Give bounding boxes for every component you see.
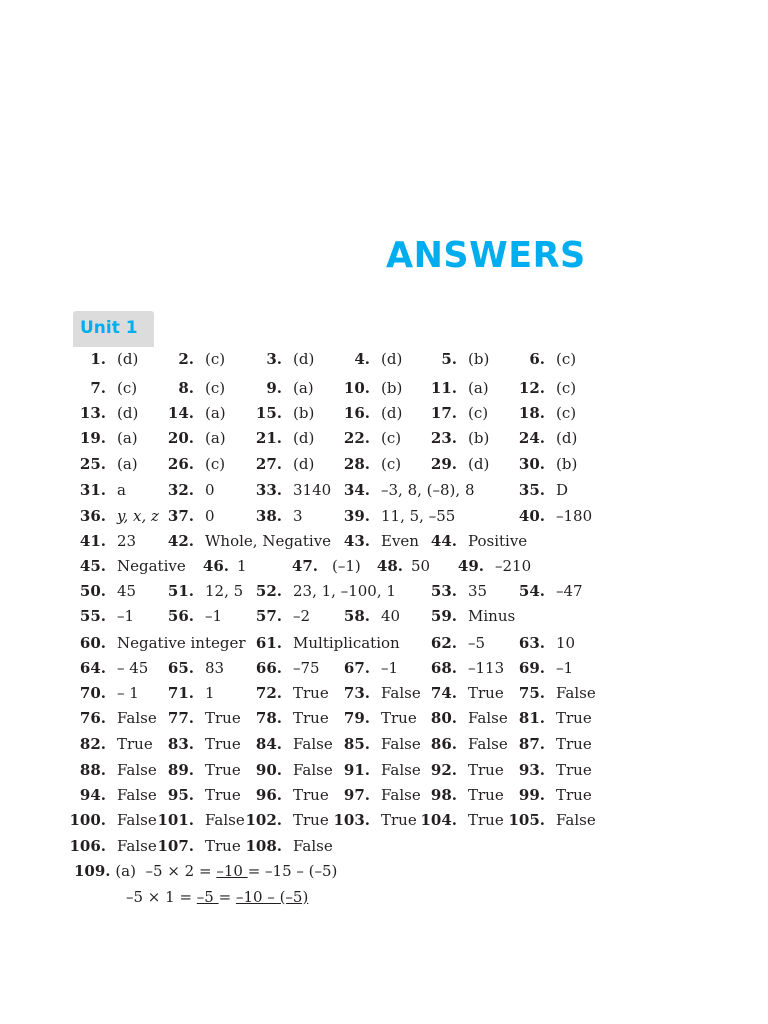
answer-value: –210 [495,557,532,575]
answer-value: (c) [556,350,577,368]
answer-number: 67. [343,659,370,677]
answer-value: True [293,684,329,702]
answer-number: 44. [430,532,457,550]
answer-number: 48. [376,557,403,575]
answer-number: 79. [343,709,370,727]
answer-value: False [117,811,157,829]
answer-number: 57. [255,607,282,625]
answer-value: (d) [117,404,139,422]
answer-value: – 1 [117,684,139,702]
answer-number: 80. [430,709,457,727]
answer-number: 34. [343,481,370,499]
answer-number: 104. [420,811,457,829]
answer-value: –180 [556,507,593,525]
answer-number: 91. [343,761,370,779]
answer-number: 54. [518,582,545,600]
answer-value: 83 [205,659,225,677]
answer-number: 49. [457,557,484,575]
answer-value: y, x, z [117,507,159,525]
answer-value: False [293,837,333,855]
answer-number: 22. [343,429,370,447]
answer-number: 6. [529,350,545,368]
answer-number: 32. [167,481,194,499]
answer-value: False [381,786,421,804]
answer-number: 25. [79,455,106,473]
answer-value: (a) [468,379,489,397]
answer-value: –5 [468,634,486,652]
answer-109-line-1 [74,861,337,881]
answer-number: 105. [508,811,545,829]
answer-number: 20. [167,429,194,447]
answer-value: True [381,709,417,727]
answer-number: 7. [90,379,106,397]
answer-109-line-2 [126,887,308,907]
answer-value: True [556,761,592,779]
answer-number: 47. [291,557,318,575]
answer-value: 23, 1, –100, 1 [293,582,396,600]
answer-number: 45. [79,557,106,575]
answer-value: False [468,709,508,727]
answer-number: 108. [245,837,282,855]
answer-number: 86. [430,735,457,753]
answer-value: 1 [205,684,215,702]
answer-number: 23. [430,429,457,447]
answer-value: (c) [205,350,226,368]
answer-value: Whole, Negative [205,532,332,550]
answer-number: 76. [79,709,106,727]
answer-value: 12, 5 [205,582,244,600]
unit-label: Unit 1 [80,318,138,338]
answer-number: 33. [255,481,282,499]
answer-number: 42. [167,532,194,550]
answer-value: False [205,811,245,829]
answer-value: False [556,684,596,702]
answer-value: (d) [468,455,490,473]
answer-number: 29. [430,455,457,473]
answer-value: 45 [117,582,137,600]
answer-value: (b) [556,455,578,473]
answer-number: 69. [518,659,545,677]
answer-value: (c) [117,379,138,397]
answer-value: True [468,811,504,829]
answer-value: –1 [205,607,223,625]
answer-value: (a) [117,429,138,447]
answer-value: True [556,709,592,727]
answer-number: 9. [266,379,282,397]
answer-number: 58. [343,607,370,625]
answer-number: 97. [343,786,370,804]
answer-value: (a) [205,429,226,447]
answer-value: D [556,481,569,499]
answer-value: (c) [205,455,226,473]
answer-value: Positive [468,532,528,550]
answer-number: 27. [255,455,282,473]
answer-number: 24. [518,429,545,447]
answer-number: 17. [430,404,457,422]
answer-number: 109. [74,862,111,880]
answer-number: 72. [255,684,282,702]
answer-value: 3 [293,507,303,525]
answer-part: (a) [115,862,136,880]
answer-number: 70. [79,684,106,702]
answer-value: –1 [117,607,135,625]
answer-value: True [468,684,504,702]
answer-value: 0 [205,481,215,499]
answer-value: True [205,786,241,804]
answer-value: True [205,735,241,753]
answer-number: 40. [518,507,545,525]
answer-number: 83. [167,735,194,753]
answer-value: (d) [293,429,315,447]
answer-number: 13. [79,404,106,422]
answer-number: 65. [167,659,194,677]
answer-number: 87. [518,735,545,753]
answer-value: a [117,481,126,499]
answer-value: (b) [381,379,403,397]
answer-number: 21. [255,429,282,447]
answer-number: 30. [518,455,545,473]
answer-number: 12. [518,379,545,397]
answer-number: 98. [430,786,457,804]
answer-number: 100. [69,811,106,829]
equation-text: –5 × 2 = [145,862,217,880]
answer-value: (c) [381,429,402,447]
answer-number: 26. [167,455,194,473]
answer-value: (b) [293,404,315,422]
answer-number: 52. [255,582,282,600]
answer-number: 36. [79,507,106,525]
equation-underlined: –10 [216,862,248,880]
answer-number: 19. [79,429,106,447]
answer-value: 11, 5, –55 [381,507,456,525]
answer-value: –47 [556,582,583,600]
answer-number: 107. [157,837,194,855]
page-title: ANSWERS [386,235,586,277]
answer-number: 8. [178,379,194,397]
answer-value: 40 [381,607,401,625]
answer-value: –2 [293,607,311,625]
answer-value: True [293,786,329,804]
answer-number: 66. [255,659,282,677]
answer-value: False [381,735,421,753]
answer-number: 14. [167,404,194,422]
answer-value: True [468,786,504,804]
answer-value: False [117,709,157,727]
answer-number: 53. [430,582,457,600]
answer-value: (d) [381,404,403,422]
answer-number: 55. [79,607,106,625]
answer-value: (d) [293,350,315,368]
answer-value: 1 [237,557,247,575]
answer-number: 56. [167,607,194,625]
answer-number: 102. [245,811,282,829]
answer-value: True [381,811,417,829]
answer-value: (d) [117,350,139,368]
answer-number: 3. [266,350,282,368]
equation-underlined: –5 [196,888,219,906]
answer-value: (a) [117,455,138,473]
answer-value: False [556,811,596,829]
answer-number: 94. [79,786,106,804]
answer-number: 2. [178,350,194,368]
answer-value: 23 [117,532,137,550]
answer-value: (b) [468,350,490,368]
answer-number: 90. [255,761,282,779]
answer-value: (c) [381,455,402,473]
answer-value: True [205,761,241,779]
answer-value: (c) [556,379,577,397]
answer-number: 10. [343,379,370,397]
answer-number: 96. [255,786,282,804]
answer-value: False [117,837,157,855]
answer-number: 64. [79,659,106,677]
answer-number: 60. [79,634,106,652]
answer-value: False [117,761,157,779]
answer-value: –1 [381,659,399,677]
answer-number: 41. [79,532,106,550]
answer-value: –3, 8, (–8), 8 [381,481,475,499]
answer-value: Minus [468,607,516,625]
answer-value: 3140 [293,481,332,499]
answer-number: 62. [430,634,457,652]
answer-number: 73. [343,684,370,702]
answer-value: –1 [556,659,574,677]
answer-value: (c) [205,379,226,397]
answer-value: False [293,735,333,753]
equation-text: –5 × 1 = [126,888,197,906]
answer-number: 38. [255,507,282,525]
answer-number: 43. [343,532,370,550]
answer-number: 99. [518,786,545,804]
answer-value: 10 [556,634,576,652]
answer-value: 35 [468,582,488,600]
answer-value: (c) [556,404,577,422]
answer-value: False [117,786,157,804]
answer-value: – 45 [117,659,149,677]
answer-number: 5. [441,350,457,368]
answer-number: 95. [167,786,194,804]
answer-number: 81. [518,709,545,727]
answer-number: 74. [430,684,457,702]
answer-number: 92. [430,761,457,779]
answer-number: 46. [202,557,229,575]
answer-number: 103. [333,811,370,829]
answer-value: True [556,786,592,804]
answer-value: Even [381,532,419,550]
answer-value: 50 [411,557,431,575]
answer-number: 89. [167,761,194,779]
answer-value: True [117,735,153,753]
answer-number: 1. [90,350,106,368]
answer-number: 61. [255,634,282,652]
answer-value: (a) [205,404,226,422]
answer-value: False [293,761,333,779]
answer-value: True [293,811,329,829]
answer-number: 84. [255,735,282,753]
answer-value: False [381,684,421,702]
answer-number: 28. [343,455,370,473]
answer-number: 16. [343,404,370,422]
answer-number: 68. [430,659,457,677]
answer-number: 4. [354,350,370,368]
answer-number: 78. [255,709,282,727]
answer-number: 51. [167,582,194,600]
answer-number: 75. [518,684,545,702]
answer-value: True [205,837,241,855]
answer-number: 82. [79,735,106,753]
answer-number: 106. [69,837,106,855]
answer-number: 39. [343,507,370,525]
answer-value: (a) [293,379,314,397]
answer-number: 88. [79,761,106,779]
answer-number: 93. [518,761,545,779]
answer-number: 77. [167,709,194,727]
answer-value: True [556,735,592,753]
answer-number: 37. [167,507,194,525]
answer-value: Multiplication [293,634,400,652]
answer-value: (d) [293,455,315,473]
answer-value: (d) [381,350,403,368]
answer-value: (c) [468,404,489,422]
answer-value: (b) [468,429,490,447]
answer-number: 35. [518,481,545,499]
answer-value: True [468,761,504,779]
answer-number: 101. [157,811,194,829]
answer-value: False [468,735,508,753]
answer-value: Negative integer [117,634,246,652]
answer-value: (–1) [332,557,361,575]
answer-number: 31. [79,481,106,499]
answer-number: 11. [430,379,457,397]
answer-value: (d) [556,429,578,447]
answer-number: 71. [167,684,194,702]
answer-value: False [381,761,421,779]
answer-value: –75 [293,659,320,677]
equation-text: = –15 – (–5) [247,862,338,880]
answer-number: 85. [343,735,370,753]
answer-number: 15. [255,404,282,422]
answer-value: True [293,709,329,727]
answer-value: 0 [205,507,215,525]
answer-number: 18. [518,404,545,422]
answer-value: –113 [468,659,505,677]
answer-number: 59. [430,607,457,625]
answer-value: Negative [117,557,186,575]
equation-text: = [218,888,236,906]
answer-value: True [205,709,241,727]
answer-number: 63. [518,634,545,652]
answer-number: 50. [79,582,106,600]
equation-underlined: –10 – (–5) [235,888,309,906]
